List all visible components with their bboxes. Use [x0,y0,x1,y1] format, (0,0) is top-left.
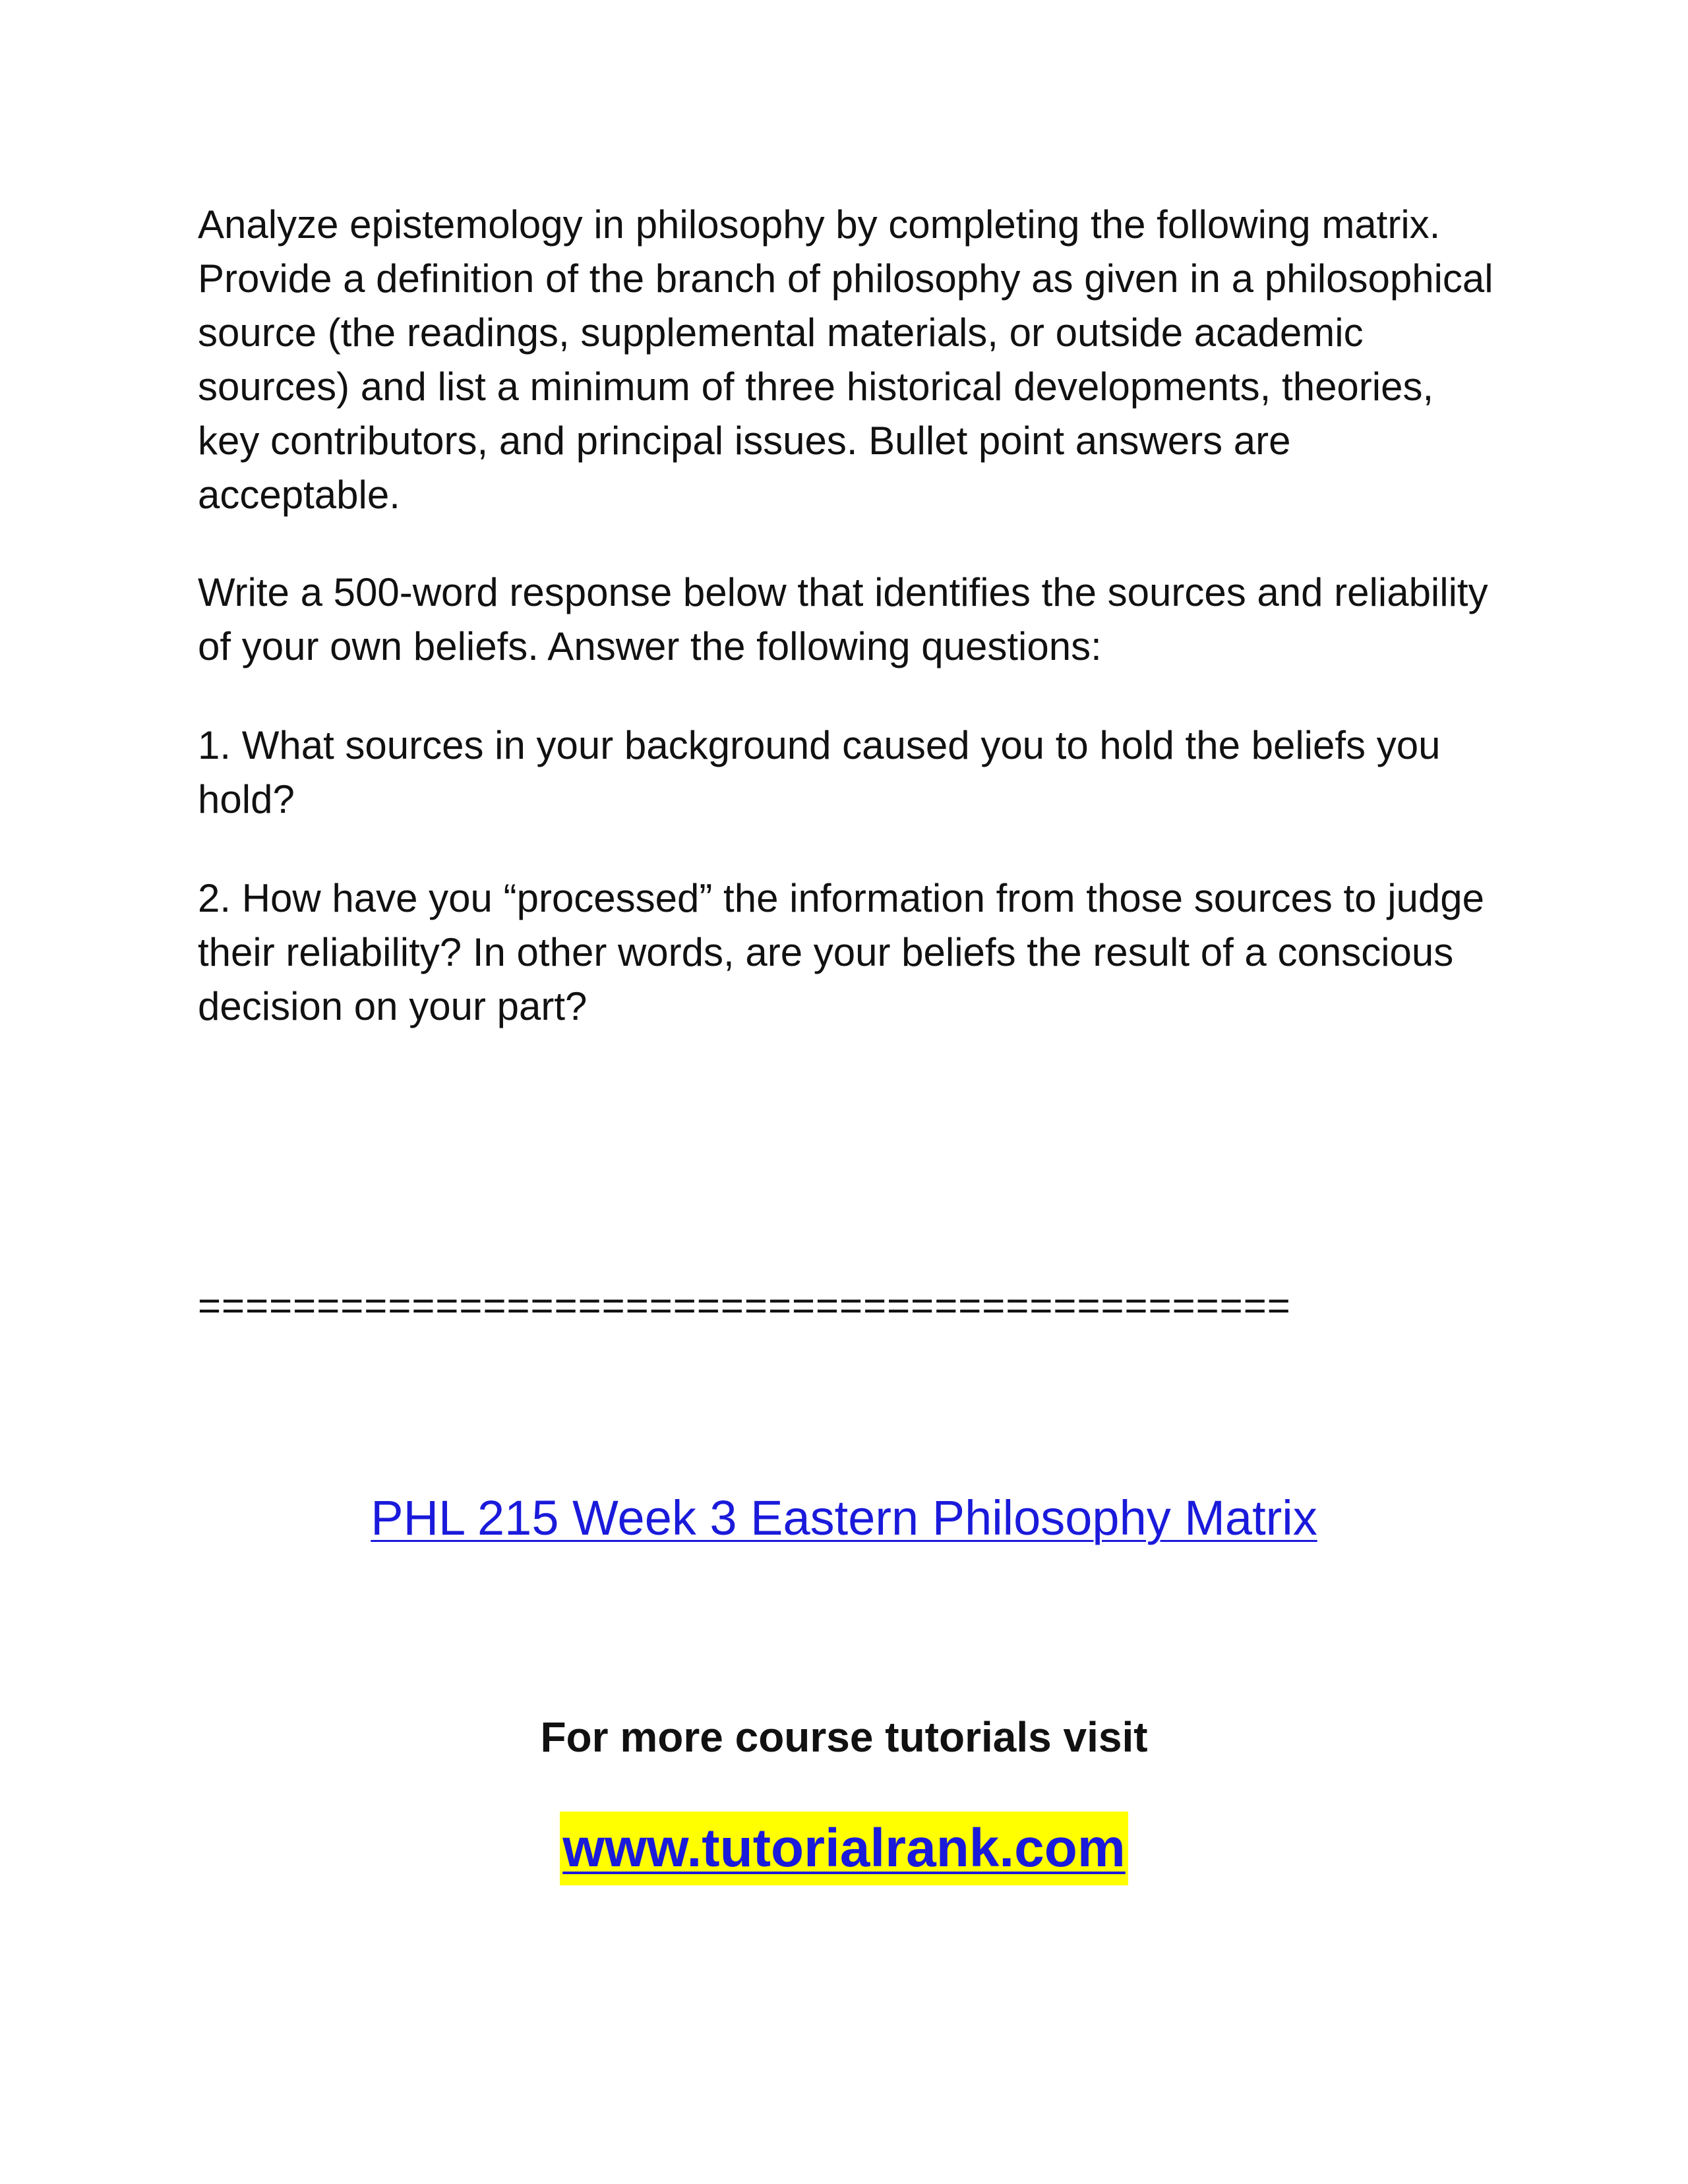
visit-text: For more course tutorials visit [540,1713,1148,1761]
question-2: 2. How have you “processed” the information from those sources to judge their reliability? In other words, are your beliefs the result of a conscious decision on your part? [198,876,1484,1028]
course-title-link[interactable]: PHL 215 Week 3 Eastern Philosophy Matrix [371,1490,1317,1545]
response-instruction-paragraph: Write a 500-word response below that identifies the sources and reliability of your own beliefs. Answer the following questions: [198,570,1488,668]
website-url-link[interactable]: www.tutorialrank.com [560,1812,1128,1885]
url-container [0,1812,1688,1885]
instruction-paragraph: Analyze epistemology in philosophy by completing the following matrix. Provide a definition of the branch of philosophy as given in a philosophical source (the readings, supplemental materials, or outside academic sources) and list a minimum of three historical developments, theories, key contributors, and principal issues. Bullet point answers are acceptable. [198,202,1493,517]
question-1: 1. What sources in your background caused you to hold the beliefs you hold? [198,723,1441,821]
separator-line: ============================================== [198,1284,1291,1328]
